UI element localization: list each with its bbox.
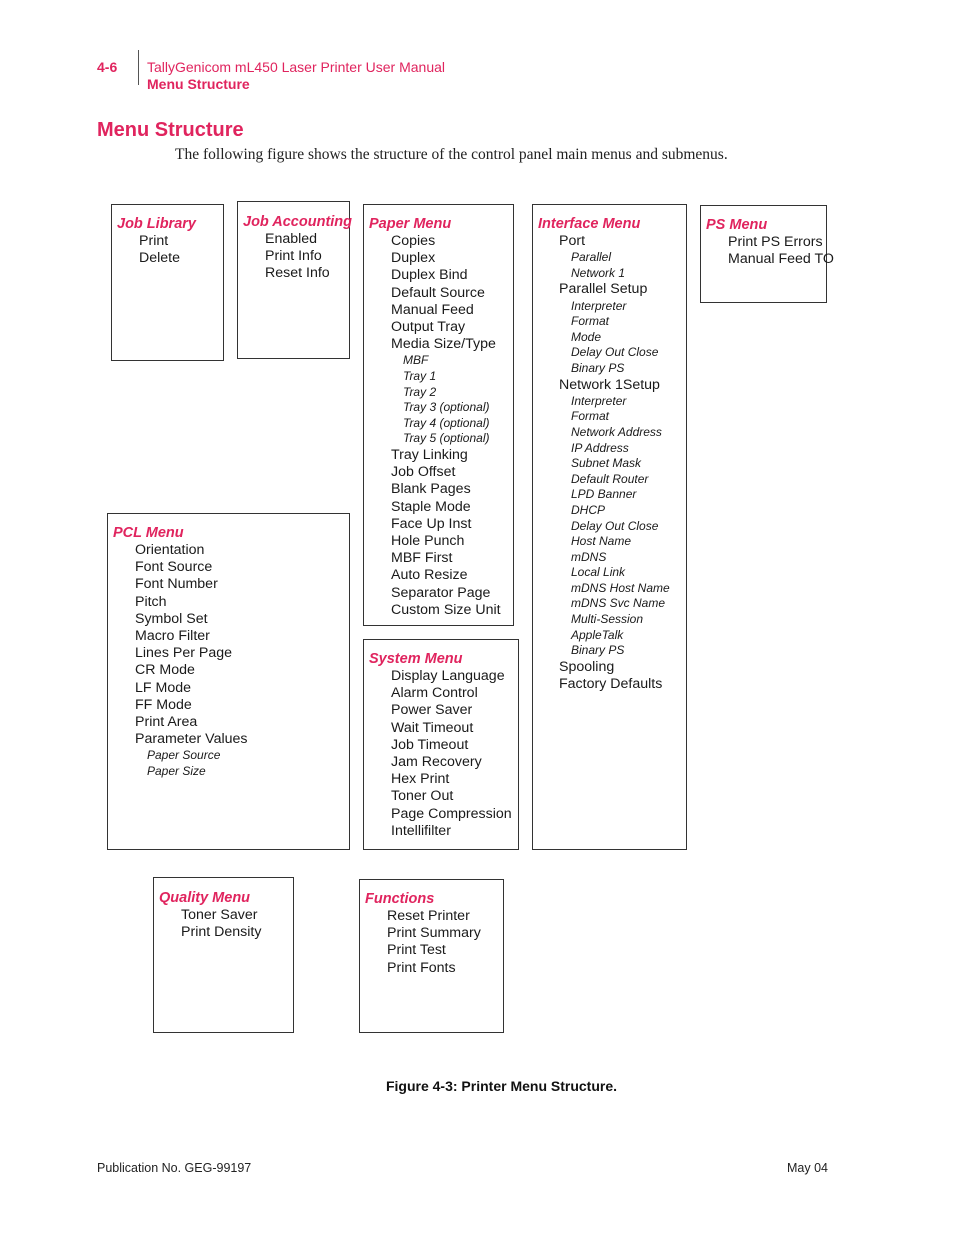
menu-item: Separator Page [391, 584, 491, 601]
menu-item: Delete [139, 250, 181, 267]
page-number: 4-6 [97, 59, 118, 75]
menu-item: Reset Printer [387, 908, 470, 924]
publication-date: May 04 [787, 1161, 828, 1175]
menu-item: Macro Filter [135, 628, 210, 645]
menu-item: Factory Defaults [559, 676, 663, 693]
submenu-item: Tray 5 (optional) [403, 431, 490, 446]
submenu-item: Delay Out Close [571, 345, 659, 360]
publication-number: Publication No. GEG-99197 [97, 1161, 252, 1175]
menu-items-interface [559, 233, 670, 693]
menu-title: Paper Menu [369, 216, 452, 232]
menu-item: Hex Print [391, 771, 450, 788]
menu-title: Job Accounting [243, 214, 353, 230]
figure-caption: Figure 4-3: Printer Menu Structure. [385, 1078, 618, 1094]
menu-item: Jam Recovery [391, 754, 482, 771]
menu-item: MBF First [391, 550, 453, 567]
menu-item: Manual Feed [391, 301, 474, 318]
menu-items-quality [181, 907, 261, 941]
menu-items-paper [391, 233, 501, 619]
menu-item: Print Area [135, 714, 198, 731]
menu-item: Lines Per Page [135, 645, 233, 662]
submenu-item: MBF [403, 353, 429, 368]
menu-item: Print Fonts [387, 959, 456, 976]
menu-item: Print PS Errors [728, 234, 823, 250]
submenu-item: Tray 3 (optional) [403, 400, 490, 415]
menu-item: Job Timeout [391, 736, 469, 753]
intro-paragraph: The following figure shows the structure of the control panel main menus and submenus. [175, 146, 728, 163]
submenu-item: Paper Size [147, 764, 206, 779]
submenu-item: Binary PS [571, 360, 625, 375]
submenu-item: Paper Source [147, 748, 221, 763]
header-divider [138, 50, 139, 85]
menu-items-job-library [139, 233, 180, 267]
menu-item: Display Language [391, 668, 505, 684]
submenu-item: Network Address [571, 424, 662, 439]
menu-item: Blank Pages [391, 481, 471, 498]
manual-title: TallyGenicom mL450 Laser Printer User Manual [147, 59, 446, 75]
menu-item: Staple Mode [391, 498, 471, 515]
submenu-item: Parallel [571, 250, 612, 265]
menu-item: Tray Linking [391, 446, 468, 463]
menu-item: Hole Punch [391, 533, 465, 549]
submenu-item: Tray 1 [403, 369, 437, 384]
menu-item: Default Source [391, 284, 485, 301]
menu-item: Orientation [135, 542, 205, 558]
submenu-item: mDNS [571, 549, 607, 564]
submenu-item: AppleTalk [571, 627, 624, 642]
menu-item: Alarm Control [391, 685, 478, 702]
menu-item: CR Mode [135, 662, 195, 679]
submenu-item: Host Name [571, 534, 632, 549]
menu-title: System Menu [369, 651, 463, 667]
menu-item: Intellifilter [391, 822, 451, 839]
menu-item: Job Offset [391, 464, 456, 481]
menu-item: Manual Feed TO [728, 251, 834, 268]
section-title: Menu Structure [97, 119, 244, 141]
menu-item: Duplex [391, 250, 436, 267]
header-section-name: Menu Structure [147, 76, 250, 92]
menu-item: Print Test [387, 942, 446, 959]
menu-item: Print Info [265, 248, 322, 265]
submenu-item: LPD Banner [571, 487, 637, 502]
menu-item: Copies [391, 233, 436, 249]
menu-item: Auto Resize [391, 567, 468, 584]
menu-item: LF Mode [135, 679, 191, 696]
menu-item: Output Tray [391, 319, 466, 336]
menu-item: Print [139, 233, 169, 249]
menu-item: Toner Saver [181, 907, 258, 923]
submenu-item: Delay Out Close [571, 518, 659, 533]
menu-title: Functions [365, 891, 435, 907]
menu-item: Page Compression [391, 805, 512, 822]
submenu-item: mDNS Svc Name [571, 596, 666, 611]
submenu-item: Subnet Mask [571, 456, 642, 471]
menu-item: Print Summary [387, 925, 481, 942]
menu-item: Parameter Values [135, 731, 248, 748]
menu-title: Job Library [117, 216, 196, 232]
submenu-item: Default Router [571, 471, 649, 486]
submenu-item: Tray 2 [403, 384, 437, 399]
menu-item: Duplex Bind [391, 267, 468, 284]
menu-items-system [391, 668, 512, 840]
menu-item: Spooling [559, 658, 615, 675]
submenu-item: Multi-Session [571, 612, 644, 627]
submenu-item: Interpreter [571, 393, 627, 408]
submenu-item: Format [571, 314, 610, 329]
menu-items-job-accounting [265, 231, 330, 283]
menu-item: Power Saver [391, 702, 473, 719]
submenu-item: DHCP [571, 502, 606, 517]
menu-item: Face Up Inst [391, 515, 472, 532]
submenu-item: Tray 4 (optional) [403, 415, 490, 430]
menu-item: Parallel Setup [559, 281, 648, 298]
menu-item: Print Density [181, 924, 262, 941]
submenu-item: IP Address [571, 440, 629, 455]
menu-item: FF Mode [135, 696, 192, 713]
menu-item: Wait Timeout [391, 719, 474, 736]
submenu-item: Format [571, 409, 610, 424]
menu-title: Interface Menu [538, 216, 641, 232]
menu-item: Reset Info [265, 265, 330, 282]
submenu-item: Binary PS [571, 643, 625, 658]
submenu-item: Network 1 [571, 265, 626, 280]
submenu-item: Mode [571, 329, 602, 344]
menu-item: Font Number [135, 576, 218, 593]
menu-item: Symbol Set [135, 610, 208, 627]
submenu-item: Local Link [571, 565, 626, 580]
submenu-item: Interpreter [571, 298, 627, 313]
menu-title: Quality Menu [159, 890, 251, 906]
menu-item: Toner Out [391, 788, 454, 805]
menu-item: Pitch [135, 593, 167, 610]
submenu-item: mDNS Host Name [571, 580, 670, 595]
menu-items-ps [728, 234, 834, 268]
menu-items-pcl [135, 542, 248, 780]
menu-item: Font Source [135, 559, 213, 576]
menu-item: Enabled [265, 231, 318, 247]
menu-items-functions [387, 908, 481, 977]
menu-item: Media Size/Type [391, 336, 496, 353]
menu-item: Network 1Setup [559, 376, 660, 393]
menu-title: PS Menu [706, 217, 768, 233]
menu-title: PCL Menu [113, 525, 184, 541]
menu-item: Custom Size Unit [391, 601, 501, 618]
menu-item: Port [559, 233, 586, 249]
